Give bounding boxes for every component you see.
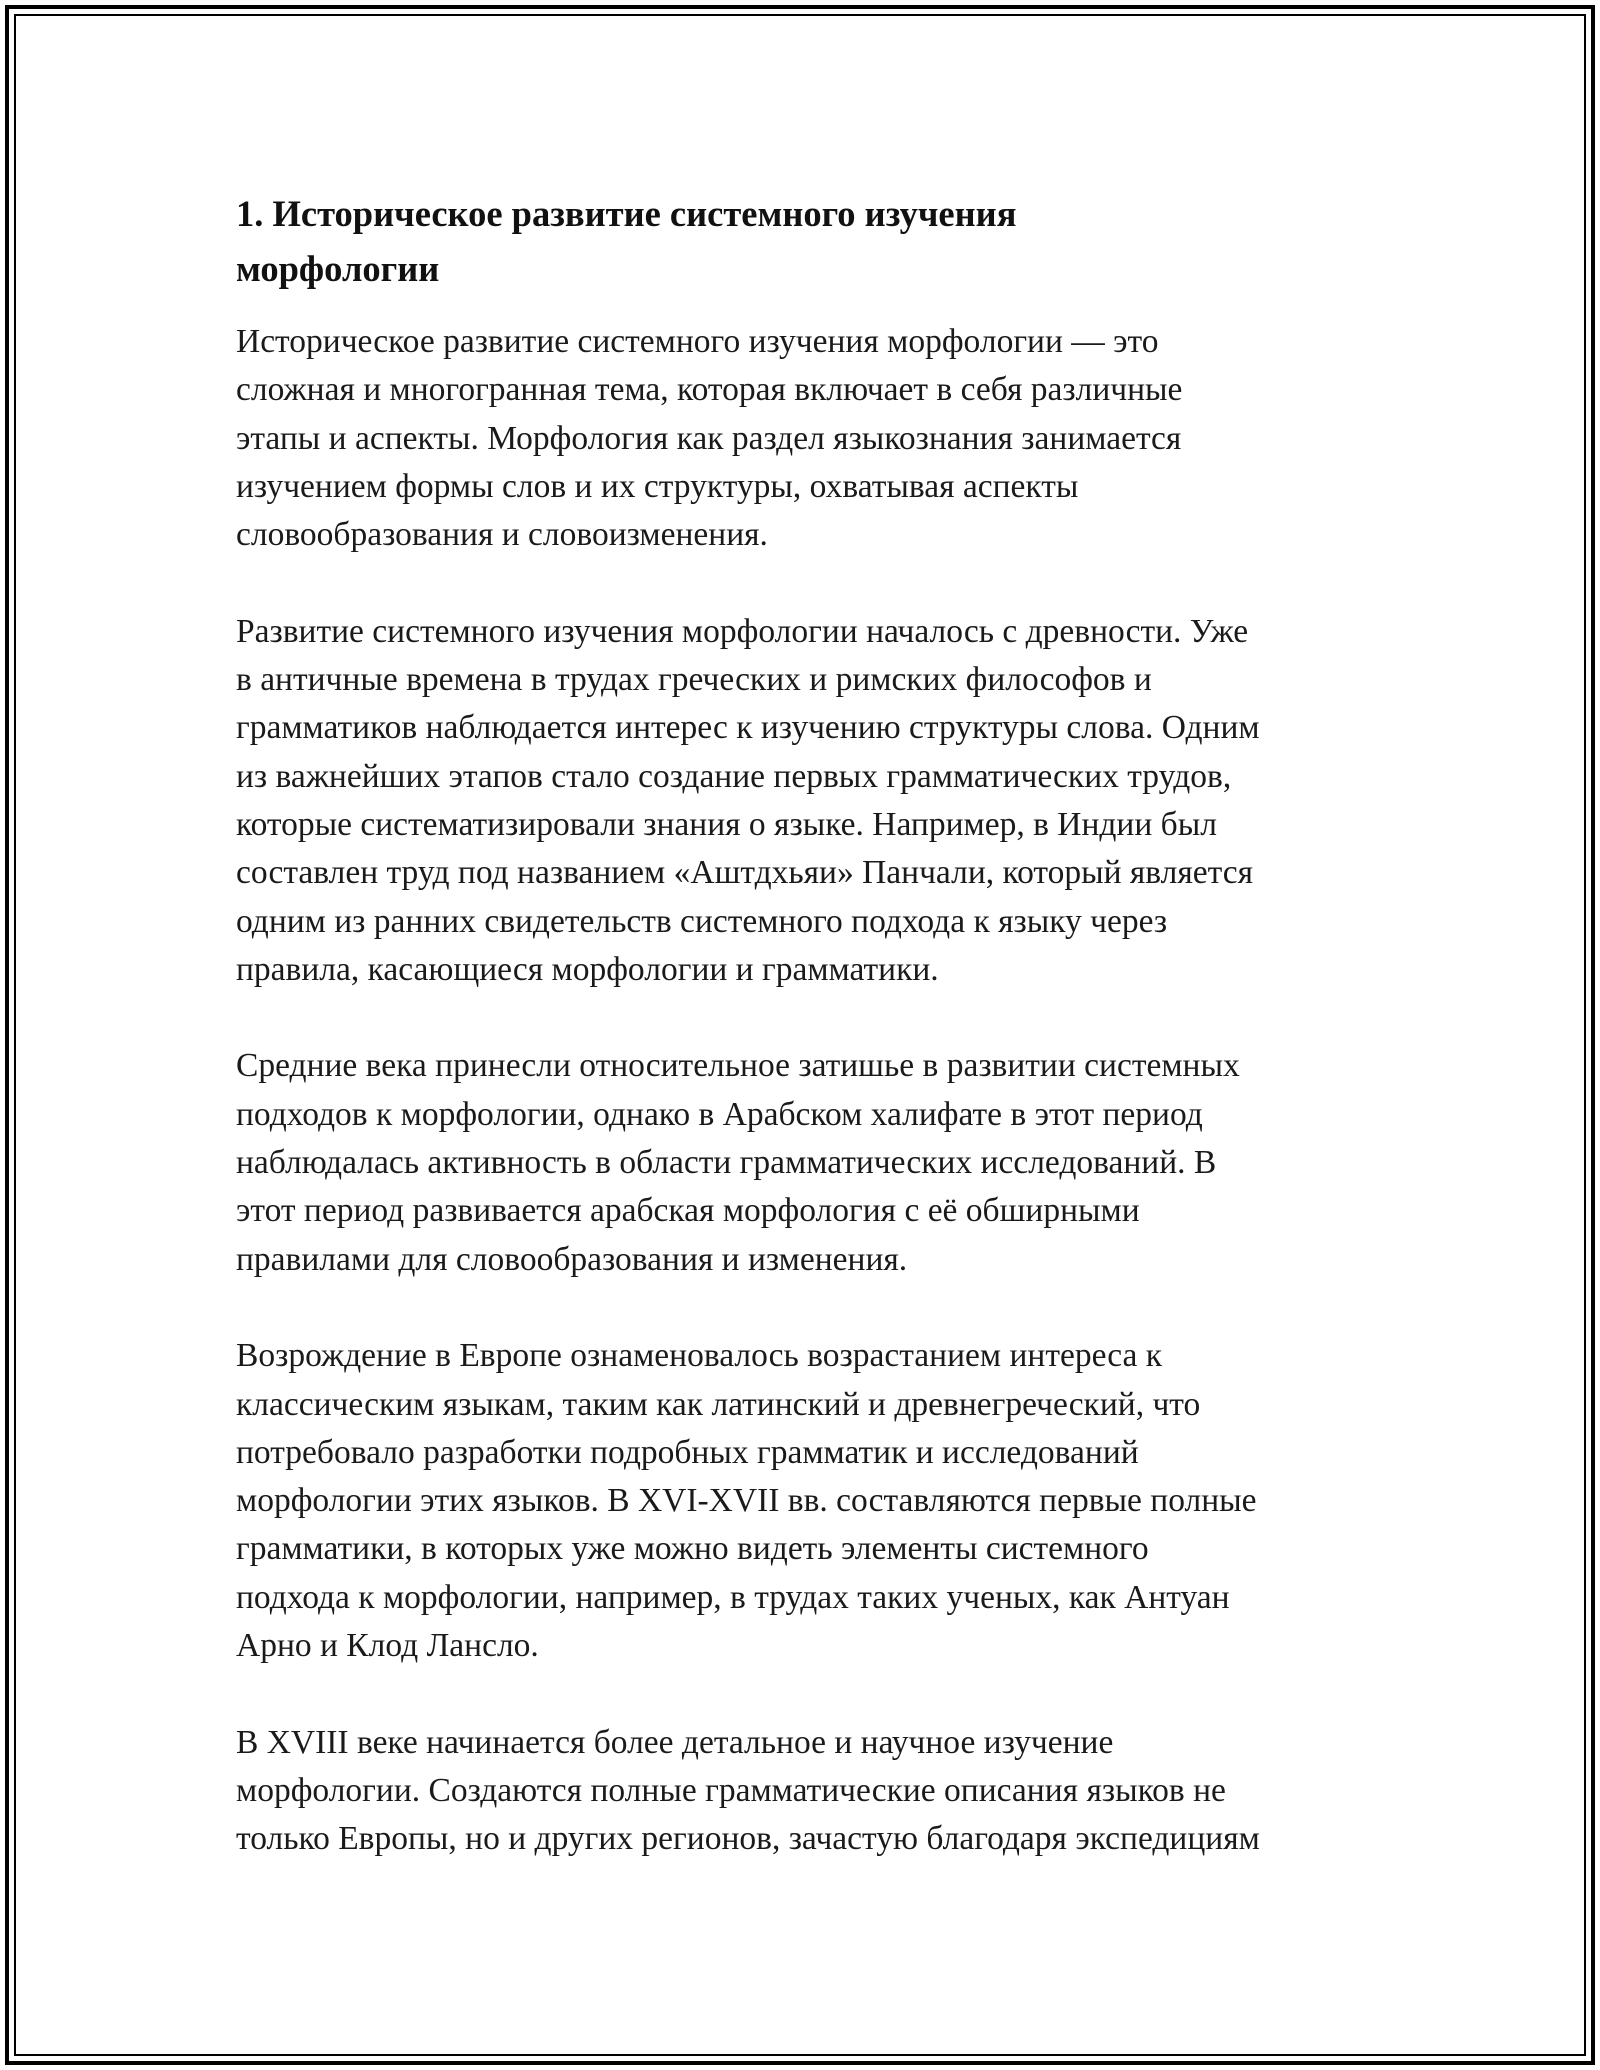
text-line: В XVIII веке начинается более детальное и научное изучение (236, 1723, 1114, 1761)
text-line: классическим языкам, таким как латинский и древнегреческий, что (236, 1385, 1201, 1423)
paragraph (236, 1042, 1386, 1283)
text-line: из важнейших этапов стало создание первых грамматических трудов, (236, 757, 1232, 795)
text-line: составлен труд под названием «Аштдхьяи» Панчали, который является (236, 854, 1253, 892)
paragraph (236, 608, 1386, 994)
text-line: правилами для словообразования и изменения. (236, 1240, 908, 1278)
text-line: сложная и многогранная тема, которая включает в себя различные (236, 371, 1183, 409)
text-line: наблюдалась активность в области грамматических исследований. В (236, 1144, 1217, 1182)
paragraph (236, 1719, 1386, 1864)
text-line: изучением формы слов и их структуры, охватывая аспекты (236, 467, 1079, 505)
text-line: потребовало разработки подробных грамматик и исследований (236, 1433, 1139, 1471)
text-line: которые систематизировали знания о языке. Например, в Индии был (236, 805, 1217, 843)
text-line: в античные времена в трудах греческих и римских философов и (236, 661, 1152, 699)
text-line: этапы и аспекты. Морфология как раздел языкознания занимается (236, 419, 1182, 457)
text-line: Развитие системного изучения морфологии началось с древности. Уже (236, 612, 1249, 650)
section-heading (236, 186, 1386, 296)
paragraph (236, 1332, 1386, 1670)
text-line: Возрождение в Европе ознаменовалось возрастанием интереса к (236, 1337, 1163, 1375)
text-line: морфологии этих языков. В XVI-XVII вв. составляются первые полные (236, 1482, 1257, 1520)
text-line: подходов к морфологии, однако в Арабском халифате в этот период (236, 1095, 1203, 1133)
paragraph (236, 318, 1386, 559)
text-line: подхода к морфологии, например, в трудах таких ученых, как Антуан (236, 1578, 1230, 1616)
heading-line: морфологии (236, 248, 440, 289)
text-line: только Европы, но и других регионов, зачастую благодаря экспедициям (236, 1820, 1260, 1858)
text-line: одним из ранних свидетельств системного подхода к языку через (236, 902, 1168, 940)
document-body (236, 186, 1386, 1912)
text-line: морфологии. Создаются полные грамматические описания языков не (236, 1771, 1226, 1809)
text-line: Арно и Клод Лансло. (236, 1627, 539, 1665)
text-line: словообразования и словоизменения. (236, 516, 768, 554)
text-line: правила, касающиеся морфологии и грамматики. (236, 950, 939, 988)
text-line: этот период развивается арабская морфология с её обширными (236, 1192, 1140, 1230)
text-line: Средние века принесли относительное затишье в развитии системных (236, 1047, 1240, 1085)
heading-line: 1. Историческое развитие системного изучения (236, 193, 1017, 234)
text-line: грамматиков наблюдается интерес к изучению структуры слова. Одним (236, 709, 1260, 747)
text-line: грамматики, в которых уже можно видеть элементы системного (236, 1530, 1149, 1568)
text-line: Историческое развитие системного изучения морфологии — это (236, 323, 1159, 360)
